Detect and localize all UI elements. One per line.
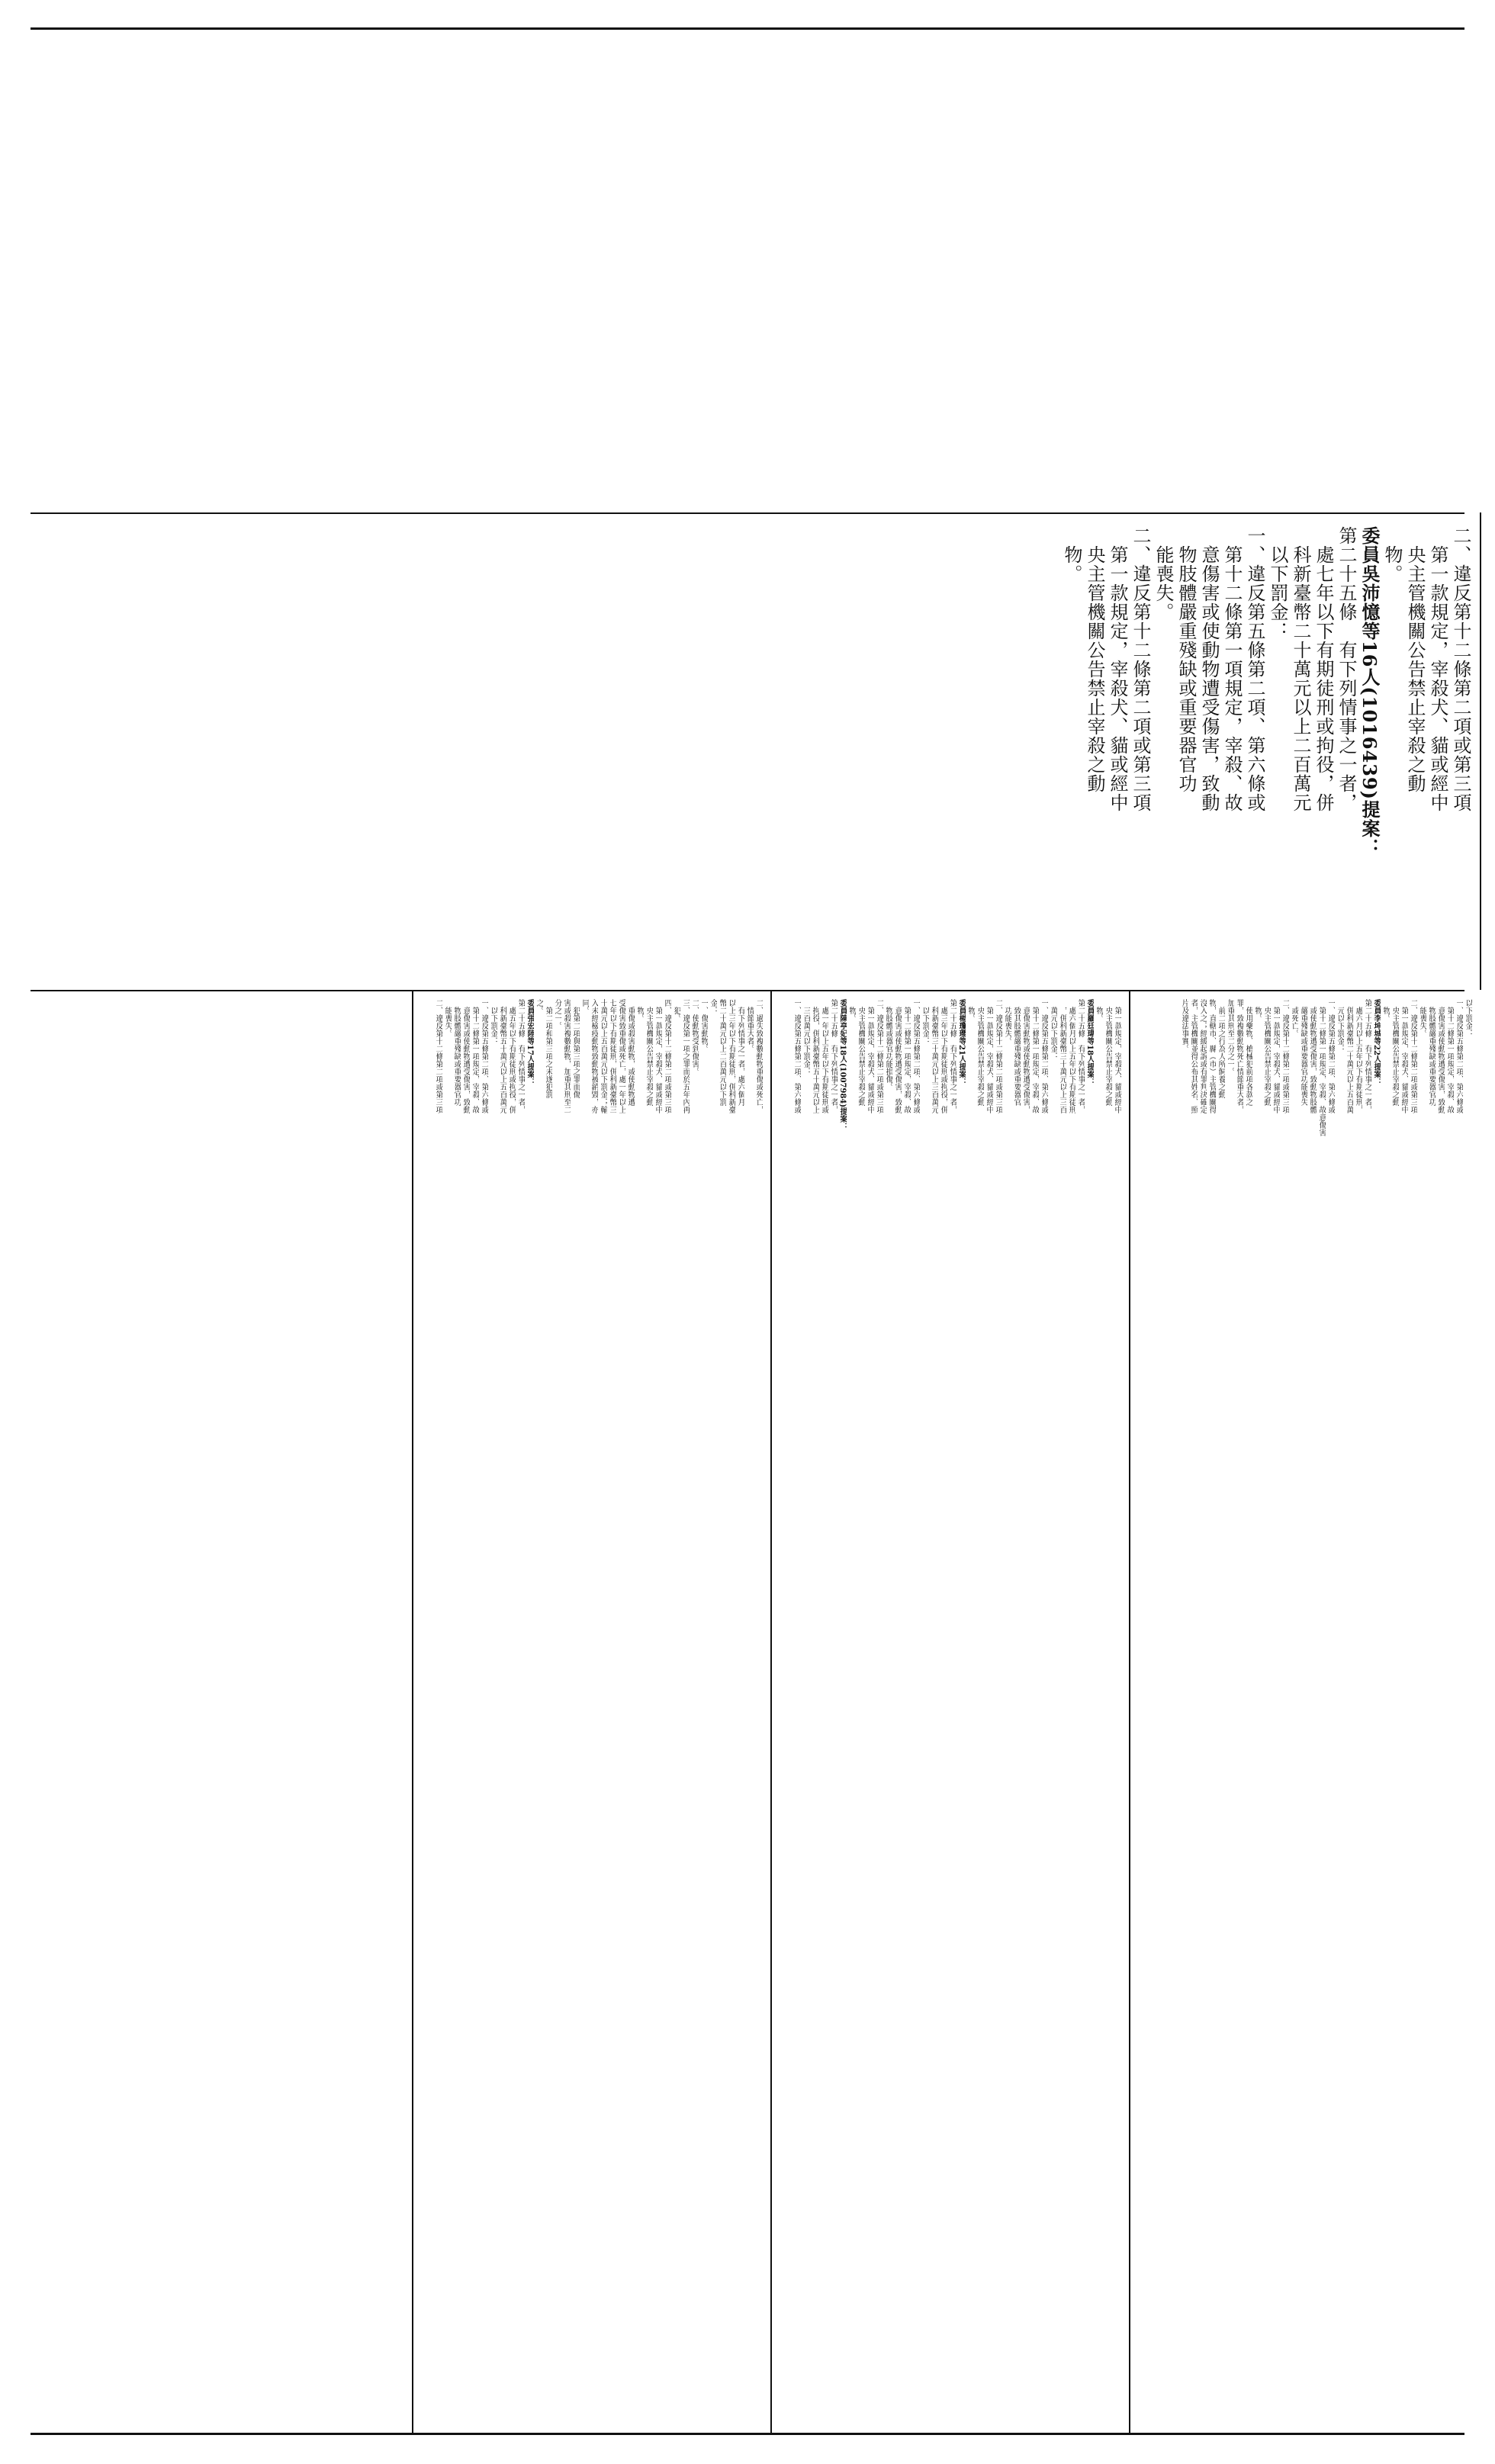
text-line: 以下罰金： — [489, 999, 497, 1045]
text-line: 分之一。 — [553, 999, 561, 1030]
text-line: 拘役，併科新臺幣五十萬元以上 — [811, 999, 819, 1113]
text-line: 第一款規定，宰殺犬、貓或經中 — [866, 999, 874, 1113]
text-line: 二、違反第十二條第二項或第三項 — [434, 999, 442, 1113]
text-line: 處五年以下有期徒刑或拘役，併 — [507, 999, 516, 1113]
text-line: 二、違反第十二條第二項或第三項 — [1450, 526, 1471, 812]
panel-bottom-right — [1137, 999, 1472, 2425]
text-line: 之。 — [535, 999, 543, 1014]
text-line: 三百萬元以下罰金： — [802, 999, 810, 1075]
text-line: 致其肢體嚴重殘缺或重要器官 — [1012, 999, 1021, 1106]
text-line: 一、違反第五條第二項、第六條或 — [1040, 999, 1048, 1113]
text-line: 意傷害或使動物遭受傷害，致動 — [1436, 999, 1445, 1113]
text-line: 一、違反第五條第二項、第六條或 — [1326, 999, 1335, 1113]
text-line: 前二項之行為人所飼養之動 — [1217, 999, 1225, 1098]
text-line: 片及違法事實。 — [1180, 999, 1188, 1052]
text-line: 央主管機關公告禁止宰殺之動 — [1391, 999, 1399, 1106]
text-line: 物。 — [1095, 999, 1103, 1022]
text-line: 二、違反第十二條第二項或第三項 — [875, 999, 883, 1113]
text-line: 二、使動物受到傷害。 — [690, 999, 699, 1075]
proposal-heading: 委員羅廷瑋等18人提案： — [1085, 999, 1094, 1086]
text-line: 科新臺幣二十萬元以上二百萬元 — [1290, 526, 1311, 812]
text-line: 央主管機關公告禁止宰殺之動 — [645, 999, 653, 1106]
text-line: 以下罰金： — [1464, 999, 1472, 1037]
text-line: 物肢體嚴重殘缺或重要器官功 — [1427, 999, 1436, 1106]
text-line: 物肢體嚴重殘缺或重要器官功 — [452, 999, 461, 1106]
text-line: 第二十五條 有下列情事之一者， — [948, 999, 956, 1113]
text-line: 第十二條第一項規定，宰殺、故 — [1445, 999, 1454, 1113]
text-line: 沒入之；經緩起訴或有罪判決確定 — [1198, 999, 1207, 1113]
text-line: 第二十五條 有下列情事之一者， — [1336, 526, 1357, 812]
text-line: 第二十五條 有下列情事之一者， — [516, 999, 525, 1113]
text-line: 一、傷害動物。 — [699, 999, 708, 1052]
text-line: 央主管機關公告禁止宰殺之動 — [857, 999, 865, 1106]
text-line: 意傷害或使動物遭受傷害，致動 — [461, 999, 470, 1113]
text-line: 元以下罰金： — [1336, 999, 1344, 1052]
text-line: 處七年以下有期徒刑或拘役，併 — [1313, 526, 1334, 812]
proposal-heading: 委員陳亭妃等18人(1007984)提案： — [838, 999, 847, 1131]
text-line: 物。 — [1381, 999, 1390, 1022]
text-line: ，併科新臺幣三十萬元以上三百 — [1058, 999, 1066, 1113]
text-line: 央主管機關公告禁止宰殺之動 — [1404, 526, 1426, 793]
text-line: 加重其刑至二分之一。 — [1226, 999, 1234, 1075]
text-line: 第一款規定，宰殺犬、貓或經中 — [1272, 999, 1280, 1113]
text-line: 一、違反第五條第二項、第六條或 — [480, 999, 488, 1113]
text-line: 第十二條第一項規定，宰殺、故 — [471, 999, 479, 1113]
text-line: 物。 — [1253, 999, 1262, 1022]
text-line: 功能喪失。 — [1003, 999, 1011, 1045]
text-line: 或使動物遭受傷害，致動物肢體 — [1308, 999, 1317, 1113]
text-line: 第二十五條 有下列情事之一者， — [1076, 999, 1085, 1113]
text-line: 七年以下有期徒刑，併科新臺幣三 — [608, 999, 616, 1113]
bottom-border-rule — [31, 2433, 1464, 2435]
text-line: 第一款規定，宰殺犬、貓或經中 — [1107, 526, 1128, 812]
text-line: 以下罰金： — [921, 999, 929, 1045]
text-line: 第十二條第一項規定，宰殺、故意傷害 — [1317, 999, 1326, 1136]
text-line: 科新臺幣三十萬元以上三百萬元 — [930, 999, 938, 1113]
top-border-rule — [31, 27, 1464, 30]
text-line: 第二項和第三項之未遂犯罰 — [544, 999, 552, 1098]
text-line: 物，直轄市、縣（市）主管機關得 — [1207, 999, 1216, 1113]
text-line: 物。 — [1381, 526, 1403, 583]
lower-section-rule — [31, 990, 1464, 991]
text-line: 二、違反第十二條第二項或第三項 — [994, 999, 1002, 1113]
text-line: 一、違反第五條第二項、第六條或 — [793, 999, 801, 1113]
text-line: 意傷害或使動物遭受傷害，致動 — [1198, 526, 1220, 812]
text-line: 併科新臺幣二十萬元以上五百萬 — [1345, 999, 1353, 1113]
text-line: 第一款規定，宰殺犬、貓或經中 — [654, 999, 662, 1113]
text-line: 物肢體嚴重殘缺或重要器官功 — [1175, 526, 1197, 793]
text-line: 物。 — [1061, 526, 1082, 583]
text-line: 同。 — [580, 999, 589, 1014]
proposal-heading: 委員張宏陸等17人提案： — [526, 999, 534, 1086]
text-line: 物。 — [635, 999, 644, 1022]
proposal-heading: 委員楊瓊瓔等21人提案： — [957, 999, 966, 1086]
text-line: 萬元以下罰金： — [1049, 999, 1057, 1060]
text-line: 第一款規定，宰殺犬、貓或經中 — [985, 999, 993, 1113]
text-line: 處一年以上五年以下有期徒刑或 — [820, 999, 828, 1113]
text-line: 央主管機關公告禁止宰殺之動 — [1084, 526, 1105, 793]
text-line: 十萬元以上五百萬元以下罰金；輸 — [599, 999, 607, 1113]
text-line: 央主管機關公告禁止宰殺之動 — [976, 999, 984, 1106]
text-line: 使用藥物、槍械犯前項各款之 — [1244, 999, 1252, 1106]
lower-divider-rule-middle — [770, 990, 772, 2433]
text-line: 受傷害致重傷或死亡，處一年以上 — [617, 999, 625, 1113]
upper-section-rule — [31, 512, 1464, 514]
text-line: 第十二條第一項規定，宰殺、故 — [1221, 526, 1243, 812]
text-line: 二、違反第十二條第二項或第三項 — [1130, 526, 1151, 812]
panel-bottom-left — [420, 999, 763, 2425]
text-line: 嚴重殘缺或重要器官功能喪失 — [1299, 999, 1307, 1106]
text-line: 意傷害或使動物遭受傷害，致動 — [893, 999, 902, 1113]
panel-bottom-middle — [778, 999, 1121, 2425]
text-line: 害或殺害複數動物，加重其刑至二 — [562, 999, 571, 1113]
text-line: 或死亡。 — [1290, 999, 1298, 1037]
text-line: 處六個月以上五年以下有期徒刑 — [1067, 999, 1075, 1113]
proposal-heading: 委員吳沛憶等16人(1016439)提案： — [1358, 526, 1381, 858]
text-line: 處六月以上五年以下有期徒刑， — [1354, 999, 1362, 1113]
text-line: 三、違反第一項之罪而於五年內再 — [681, 999, 690, 1113]
text-line: 情節重大者。 — [745, 999, 754, 1052]
text-line: 二、違反第十二條第二項或第三項 — [1281, 999, 1289, 1113]
text-line: 能喪失。 — [1153, 526, 1174, 622]
text-line: 犯。 — [672, 999, 680, 1022]
text-line: 者，主管機關並得公布其姓名、照 — [1189, 999, 1198, 1113]
text-line: 第二十五條 有下列情事之一者， — [1363, 999, 1371, 1113]
text-line: 科新臺幣五十萬元以上五百萬元 — [498, 999, 506, 1113]
text-line: 央主管機關公告禁止宰殺之動 — [1262, 999, 1271, 1106]
text-line: 能喪失。 — [1418, 999, 1426, 1037]
text-line: 以下罰金： — [1267, 526, 1288, 641]
text-line: 金： — [709, 999, 717, 1014]
text-line: 四、違反第十二條第二項或第三項 — [663, 999, 671, 1113]
text-line: 以上三年以下有期徒刑，併科新臺 — [727, 999, 735, 1113]
text-line: 第一款規定，宰殺犬、貓或經中 — [1113, 999, 1121, 1113]
text-line: 入未經檢疫動物致動物被銷毀，亦 — [590, 999, 598, 1113]
text-line: 一、違反第五條第二項、第六條或 — [1455, 999, 1463, 1113]
text-line: 物肢體或器官功能損傷。 — [884, 999, 892, 1091]
text-line: 二、違反第十二條第二項或第三項 — [1409, 999, 1417, 1113]
upper-divider-rule — [1480, 512, 1481, 990]
text-line: 物。 — [847, 999, 856, 1022]
text-line: 第一款規定，宰殺犬、貓或經中 — [1400, 999, 1408, 1113]
text-line: 一、違反第五條第二項、第六條或 — [911, 999, 920, 1113]
text-line: 物。 — [966, 999, 975, 1022]
text-line: 一、違反第五條第二項、第六條或 — [1244, 526, 1265, 812]
lower-divider-rule-right — [1129, 990, 1130, 2433]
text-line: 央主管機關公告禁止宰殺之動 — [1104, 999, 1112, 1106]
text-line: 重傷或殺害動物，或使動物遭 — [626, 999, 635, 1106]
text-line: 能喪失。 — [443, 999, 452, 1037]
text-line: 有下列情事之一者，處六個月 — [736, 999, 744, 1106]
text-line: 第十二條第一項規定，宰殺、故 — [902, 999, 911, 1113]
text-line: 第二十五條 有下列情事之一者， — [829, 999, 838, 1113]
panel-top-right — [15, 526, 1472, 981]
lower-divider-rule-left — [412, 990, 413, 2433]
text-line: 幣二十萬元以上二百萬元以下罰 — [718, 999, 726, 1106]
text-line: 處三年以下有期徒刑或拘役，併 — [939, 999, 947, 1113]
text-line: 犯第二項與第三項之罪而傷 — [571, 999, 580, 1098]
text-line: 第十二條第一項規定，宰殺、故 — [1030, 999, 1039, 1113]
text-line: 二、過失致複數動物重傷或死亡， — [754, 999, 763, 1113]
text-line: 意傷害動物或使動物遭受傷害， — [1021, 999, 1030, 1113]
text-line: 第一款規定，宰殺犬、貓或經中 — [1427, 526, 1448, 812]
proposal-heading: 委員李坤城等22人提案： — [1372, 999, 1381, 1086]
text-line: 罪，致複數動物死亡情節重大者， — [1235, 999, 1243, 1113]
